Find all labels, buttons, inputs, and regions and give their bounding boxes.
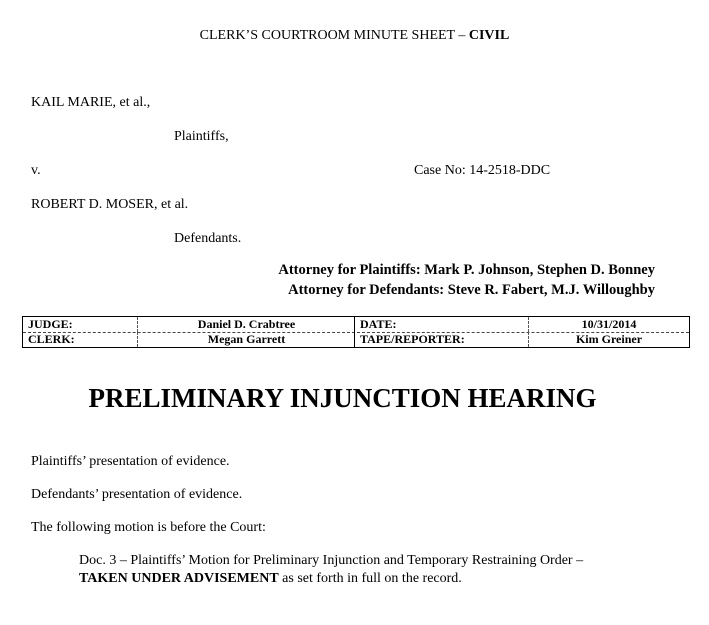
clerk-value: Megan Garrett [137,332,355,347]
defendants-attorney: Attorney for Defendants: Steve R. Fabert, M.J. Willoughby [288,281,655,298]
plaintiff-name: KAIL MARIE, et al., [31,95,151,110]
date-label: DATE: [354,317,528,332]
attorney-block [278,261,655,300]
header-civil: CIVIL [468,28,510,43]
plaintiffs-label: Plaintiffs, [174,129,229,144]
defendant-name: ROBERT D. MOSER, et al. [31,197,189,212]
versus-label: v. [31,163,41,178]
reporter-label: TAPE/REPORTER: [354,332,528,347]
defendants-label: Defendants. [174,231,242,246]
clerk-label: CLERK: [28,332,75,346]
case-number: Case No: 14-2518-DDC [414,163,551,178]
body-line-defendants-evidence: Defendants’ presentation of evidence. [31,487,243,502]
motion-ruling-line [79,570,583,588]
body-line-plaintiffs-evidence: Plaintiffs’ presentation of evidence. [31,454,230,469]
motion-description: Doc. 3 – Plaintiffs’ Motion for Preliminary Injunction and Temporary Restraining Order – [79,553,584,568]
judge-label: JUDGE: [28,317,73,331]
plaintiffs-attorney: Attorney for Plaintiffs: Mark P. Johnson, Stephen D. Bonney [278,262,655,278]
header-title: CLERK’S COURTROOM MINUTE SHEET – [199,28,469,43]
judge-value: Daniel D. Crabtree [137,317,355,332]
motion-entry [79,552,583,588]
hearing-title: PRELIMINARY INJUNCTION HEARING [88,383,597,413]
table-row [23,317,689,333]
date-value: 10/31/2014 [528,317,689,332]
hearing-info-table [22,316,690,348]
motion-ruling: TAKEN UNDER ADVISEMENT [79,571,279,586]
reporter-value: Kim Greiner [528,332,689,347]
document-header [0,28,709,44]
table-row [23,332,689,347]
motion-ruling-rest: as set forth in full on the record. [278,571,462,586]
body-line-motion-intro: The following motion is before the Court: [31,520,266,535]
